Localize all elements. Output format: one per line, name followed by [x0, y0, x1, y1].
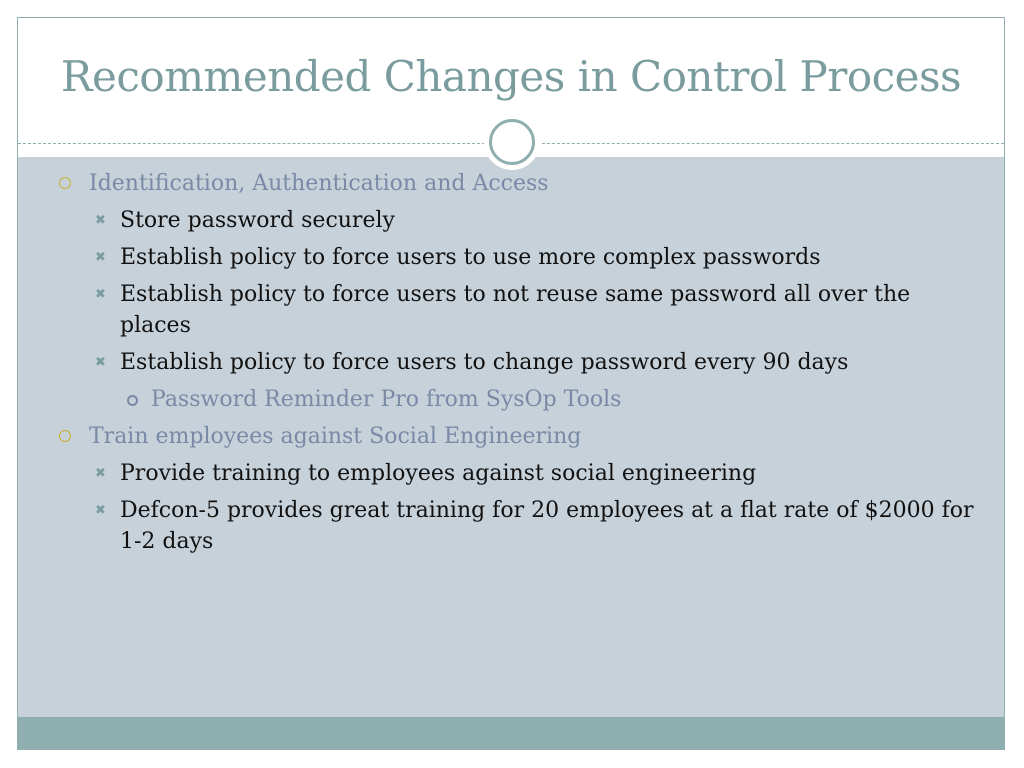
slide-title: Recommended Changes in Control Process: [60, 52, 962, 101]
bullet-item: [0, 279, 1024, 341]
bullet-item: [0, 421, 1024, 452]
bullet-text: Establish policy to force users to use more complex passwords: [120, 245, 821, 270]
bullet-item: [0, 458, 1024, 489]
bullet-text: Train employees against Social Engineering: [89, 424, 582, 449]
bullet-text: Provide training to employees against social engineering: [120, 461, 757, 486]
small-circle-bullet-icon: [127, 395, 138, 406]
bullet-text: Establish policy to force users to change password every 90 days: [120, 350, 849, 375]
ring-icon: [489, 119, 535, 165]
bullet-text: Store password securely: [120, 208, 395, 233]
x-bullet-icon: ✖: [95, 355, 106, 370]
bullet-item: [0, 168, 1024, 199]
bullet-item: [0, 384, 1024, 415]
x-bullet-icon: ✖: [95, 287, 106, 302]
x-bullet-icon: ✖: [95, 250, 106, 265]
bullet-item: [0, 495, 1024, 557]
bullet-item: [0, 242, 1024, 273]
bullet-item: [0, 205, 1024, 236]
circle-bullet-icon: [59, 177, 71, 189]
x-bullet-icon: ✖: [95, 213, 106, 228]
footer-bar: [18, 717, 1004, 750]
bullet-text: Password Reminder Pro from SysOp Tools: [151, 387, 622, 412]
bullet-item: [0, 347, 1024, 378]
bullet-list: [0, 162, 1024, 557]
x-bullet-icon: ✖: [95, 466, 106, 481]
circle-bullet-icon: [59, 430, 71, 442]
bullet-text: Identification, Authentication and Access: [89, 171, 549, 196]
bullet-text: Establish policy to force users to not reuse same password all over the places: [120, 282, 911, 338]
bullet-text: Defcon-5 provides great training for 20 employees at a flat rate of $2000 for 1-2 days: [120, 498, 974, 554]
x-bullet-icon: ✖: [95, 503, 106, 518]
